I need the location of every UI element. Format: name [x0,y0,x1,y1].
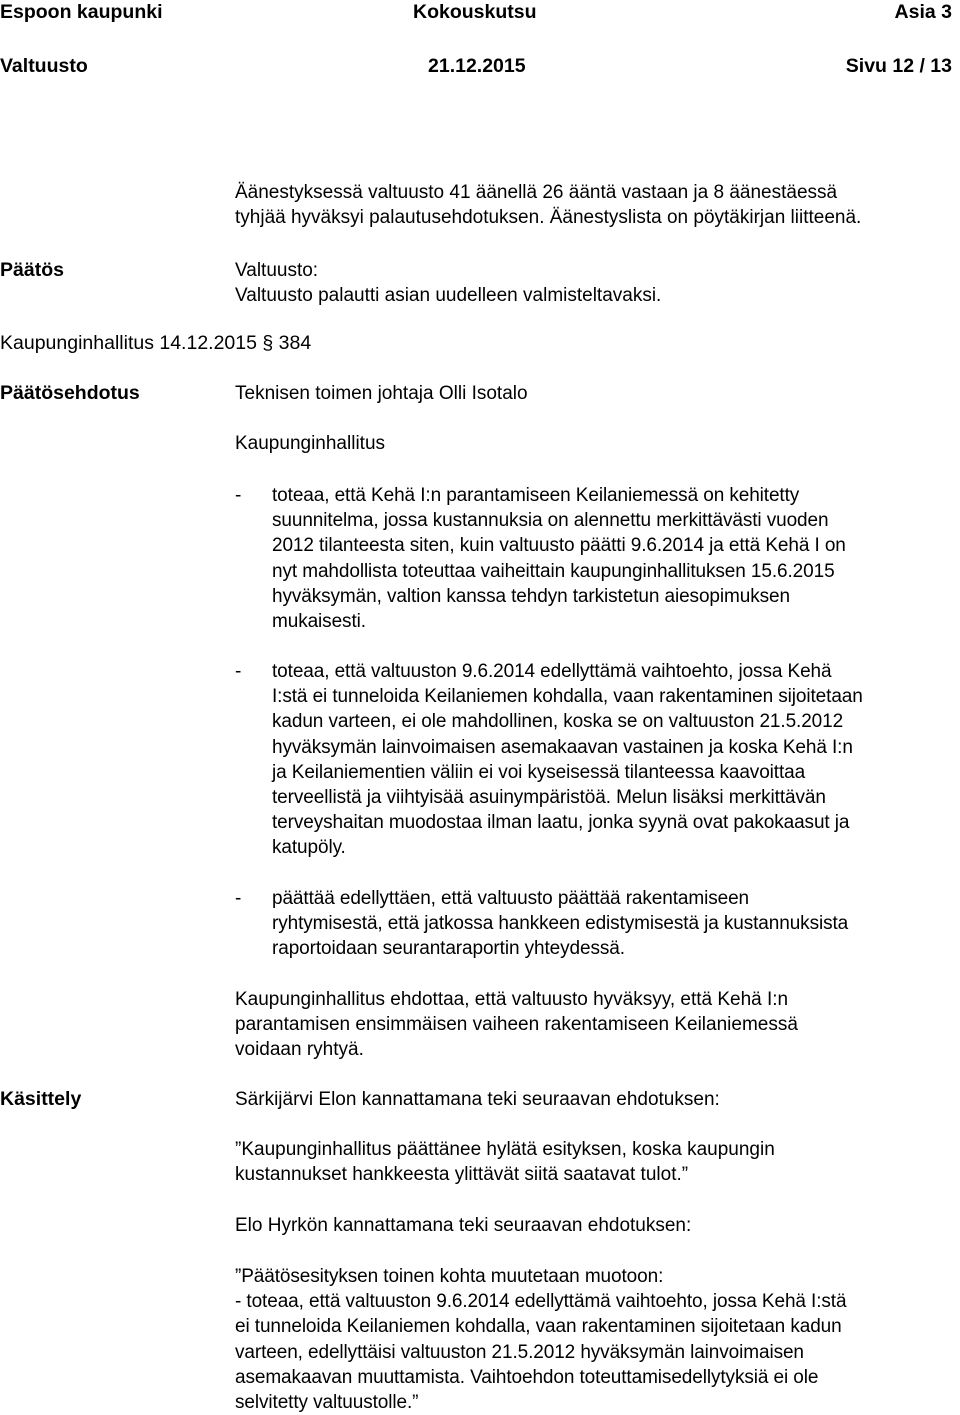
kasittely-intro1: Särkijärvi Elon kannattamana teki seuraavan ehdotuksen: [235,1089,720,1110]
paatosehdotus-label: Päätösehdotus [0,382,140,404]
header-body: Valtuusto [0,55,88,77]
header-org: Espoon kaupunki [0,1,163,23]
proposer: Teknisen toimen johtaja Olli Isotalo [235,383,528,404]
kasittely-quote2: ”Päätösesityksen toinen kohta muutetaan muotoon: - toteaa, että valtuuston 9.6.2014 edellyttämä vaihtoehto, jossa Kehä I:stä ei tunneloida Keilaniemen kohdalla, vaan rakentaminen sijoitetaan kadun varteen, edellyttäisi valtuuston 21.5.2012 hyväksymän lainvoimaisen asemakaavan muuttamista. Vaihtoehdon toteuttamisedellytyksiä ei ole selvitetty valtuustolle.” [235,1266,847,1414]
paatos-line1: Valtuusto: [235,260,319,281]
kasittely-intro2: Elo Hyrkön kannattamana teki seuraavan ehdotuksen: [235,1215,692,1236]
header-item: Asia 3 [894,1,952,23]
bullet-dash: - [235,888,242,909]
header-date: 21.12.2015 [428,55,526,77]
bullet-text: päättää edellyttäen, että valtuusto päättää rakentamiseen ryhtymisestä, että jatkossa hankkeen edistymisestä ja kustannuksista raportoidaan seurantaraportin yhteydessä. [272,888,849,960]
paatos-line2: Valtuusto palautti asian uudelleen valmisteltavaksi. [235,285,662,306]
header-page: Sivu 12 / 13 [845,55,952,77]
conclusion-paragraph: Kaupunginhallitus ehdottaa, että valtuusto hyväksyy, että Kehä I:n parantamisen ensimmäisen vaiheen rakentamiseen Keilaniemessä voidaan ryhtyä. [235,989,798,1061]
bullet-dash: - [235,485,242,506]
bullet-text: toteaa, että Kehä I:n parantamiseen Keilaniemessä on kehitetty suunnitelma, jossa kustannuksia on alennettu merkittävästi vuoden 2012 tilanteesta siten, kuin valtuusto päätti 9.6.2014 ja että Kehä I on nyt mahdollista toteuttaa vaiheittain kaupunginhallituksen 15.6.2015 hyväksymän, valtion kanssa tehdyn tarkistetun aiesopimuksen mukaisesti. [272,485,846,633]
proposal-body: Kaupunginhallitus [235,433,386,454]
bullet-dash: - [235,661,242,682]
paatos-label: Päätös [0,259,64,281]
vote-paragraph: Äänestyksessä valtuusto 41 äänellä 26 ääntä vastaan ja 8 äänestäessä tyhjää hyväksyi palautusehdotuksen. Äänestyslista on pöytäkirjan liitteenä. [235,182,862,229]
kasittely-quote1: ”Kaupunginhallitus päättänee hylätä esityksen, koska kaupungin kustannukset hankkeesta ylittävät siitä saatavat tulot.” [235,1139,775,1186]
bullet-text: toteaa, että valtuuston 9.6.2014 edellyttämä vaihtoehto, jossa Kehä I:stä ei tunneloida Keilaniemen kohdalla, vaan rakentaminen sijoitetaan kadun varteen, ei ole mahdollinen, koska se on valtuuston 21.5.2012 hyväksymän lainvoimaisen asemakaavan vastainen ja koska Kehä I:n ja Keilaniementien väliin ei voi kyseisessä tilanteessa kaavoittaa terveellistä ja viihtyisää asuinympäristöä. Melun lisäksi merkittävän terveyshaitan muodostaa ilman laatu, jonka syynä ovat pakokaasut ja katupöly. [272,661,863,859]
header-doc-type: Kokouskutsu [413,1,537,23]
kasittely-label: Käsittely [0,1088,82,1110]
kh-reference: Kaupunginhallitus 14.12.2015 § 384 [0,332,312,354]
